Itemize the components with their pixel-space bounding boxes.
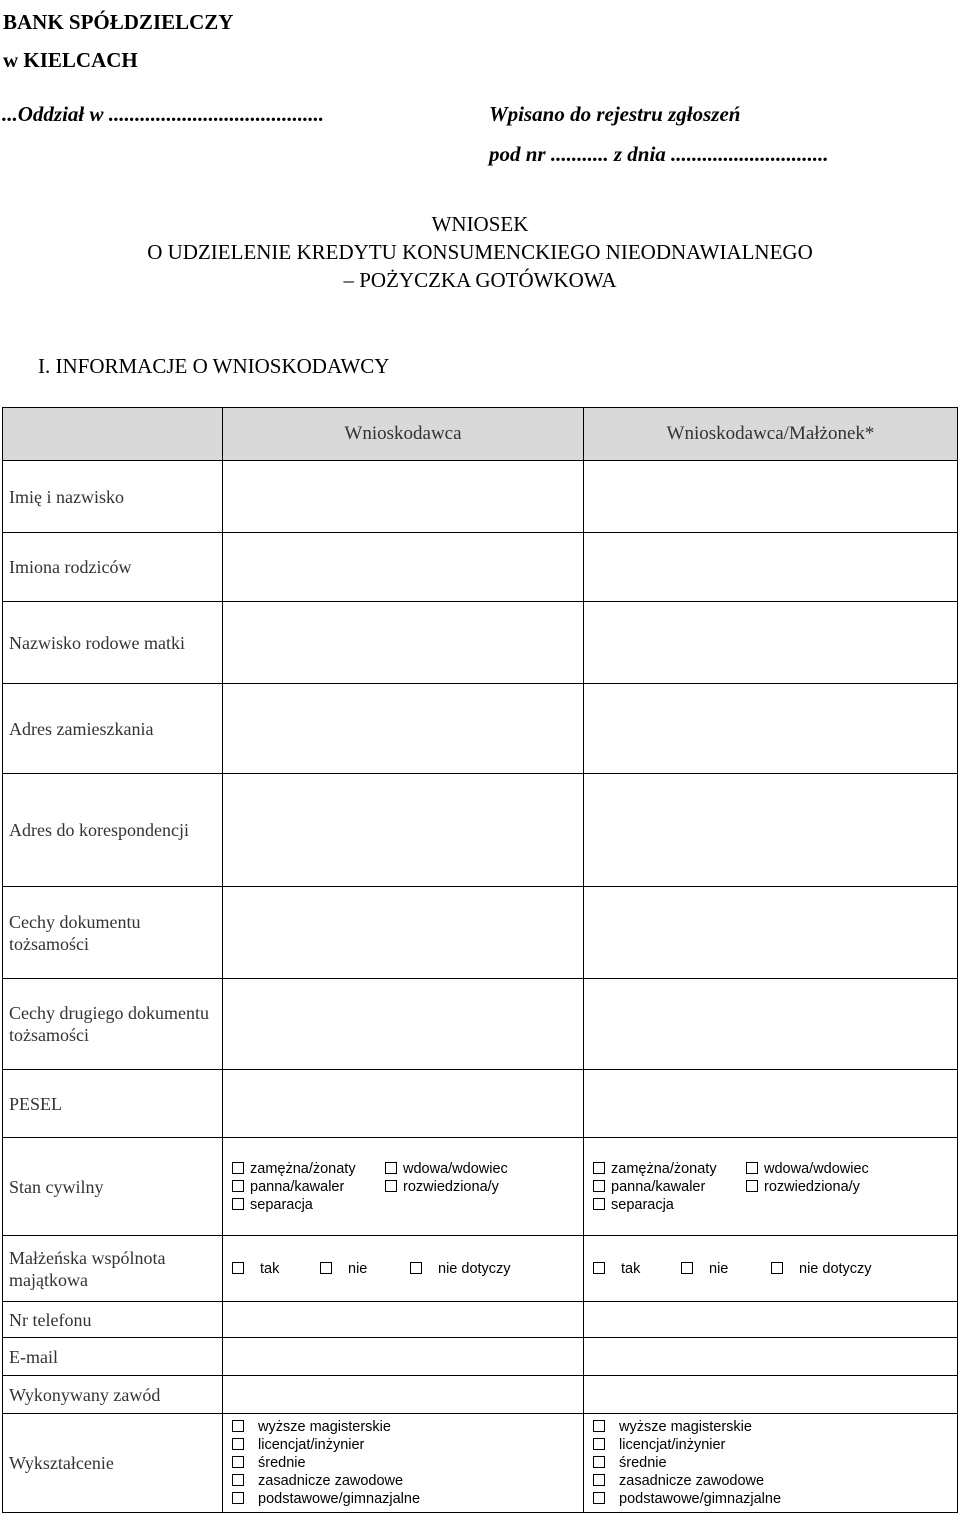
- checkbox-icon[interactable]: [593, 1474, 605, 1486]
- spouse-mother-maiden-field[interactable]: [584, 602, 958, 684]
- form-subtitle-2: – POŻYCZKA GOTÓWKOWA: [343, 268, 617, 292]
- checkbox-icon[interactable]: [593, 1162, 605, 1174]
- checkbox-option[interactable]: nie: [681, 1260, 771, 1278]
- spouse-community-options: [584, 1236, 958, 1302]
- form-title: WNIOSEK: [431, 212, 529, 236]
- branch-field: ...Oddział w .........................................: [2, 102, 325, 126]
- row-label-pesel: PESEL: [3, 1070, 223, 1138]
- table-row: [3, 887, 958, 979]
- register-note: Wpisano do rejestru zgłoszeń: [489, 102, 741, 126]
- spouse-phone-field[interactable]: [584, 1302, 958, 1338]
- spouse-correspondence-field[interactable]: [584, 774, 958, 887]
- row-label-second-id-doc: Cechy drugiego dokumentu tożsamości: [3, 979, 223, 1070]
- checkbox-icon[interactable]: [232, 1492, 244, 1504]
- checkbox-option[interactable]: nie dotyczy: [771, 1260, 872, 1278]
- checkbox-icon[interactable]: [385, 1180, 397, 1192]
- checkbox-icon[interactable]: [746, 1180, 758, 1192]
- table-row: [3, 774, 958, 887]
- table-row: [3, 602, 958, 684]
- checkbox-icon[interactable]: [593, 1420, 605, 1432]
- table-row: [3, 684, 958, 774]
- checkbox-icon[interactable]: [593, 1262, 605, 1274]
- bank-name-line2: w KIELCACH: [3, 48, 138, 72]
- checkbox-icon[interactable]: [593, 1456, 605, 1468]
- checkbox-icon[interactable]: [593, 1180, 605, 1192]
- applicant-id-doc-field[interactable]: [223, 887, 584, 979]
- section-title: I. INFORMACJE O WNIOSKODAWCY: [38, 354, 390, 378]
- checkbox-option[interactable]: zamężna/żonaty: [593, 1160, 746, 1178]
- col-header-spouse: Wnioskodawca/Małżonek*: [584, 408, 958, 461]
- table-row: [3, 533, 958, 602]
- checkbox-icon[interactable]: [232, 1198, 244, 1210]
- checkbox-option[interactable]: tak: [232, 1260, 320, 1278]
- spouse-name-field[interactable]: [584, 461, 958, 533]
- table-row: [3, 1138, 958, 1236]
- row-label-id-doc: Cechy dokumentu tożsamości: [3, 887, 223, 979]
- checkbox-option[interactable]: zamężna/żonaty: [232, 1160, 385, 1178]
- checkbox-icon[interactable]: [410, 1262, 422, 1274]
- applicant-mother-maiden-field[interactable]: [223, 602, 584, 684]
- table-row: [3, 1302, 958, 1338]
- spouse-marital-options: [584, 1138, 958, 1236]
- applicant-community-options: [223, 1236, 584, 1302]
- checkbox-icon[interactable]: [593, 1492, 605, 1504]
- form-subtitle: O UDZIELENIE KREDYTU KONSUMENCKIEGO NIEODNAWIALNEGO: [147, 240, 813, 264]
- spouse-education-options: [584, 1414, 958, 1513]
- spouse-address-field[interactable]: [584, 684, 958, 774]
- row-label-marital: Stan cywilny: [3, 1138, 223, 1236]
- checkbox-icon[interactable]: [593, 1198, 605, 1210]
- table-row: [3, 1338, 958, 1376]
- table-row: [3, 1376, 958, 1414]
- row-label-address: Adres zamieszkania: [3, 684, 223, 774]
- checkbox-option[interactable]: panna/kawaler: [593, 1178, 746, 1196]
- col-header-applicant: Wnioskodawca: [223, 408, 584, 461]
- checkbox-option[interactable]: licencjat/inżynier: [593, 1436, 957, 1454]
- applicant-second-id-field[interactable]: [223, 979, 584, 1070]
- table-row: [3, 461, 958, 533]
- applicant-marital-options: [223, 1138, 584, 1236]
- checkbox-icon[interactable]: [232, 1420, 244, 1432]
- table-row: [3, 1414, 958, 1513]
- row-label-community: Małżeńska wspólnota majątkowa: [3, 1236, 223, 1302]
- checkbox-option[interactable]: średnie: [232, 1454, 583, 1472]
- table-row: [3, 1236, 958, 1302]
- applicant-address-field[interactable]: [223, 684, 584, 774]
- applicant-pesel-field[interactable]: [223, 1070, 584, 1138]
- spouse-second-id-field[interactable]: [584, 979, 958, 1070]
- checkbox-option[interactable]: wyższe magisterskie: [593, 1418, 957, 1436]
- checkbox-icon[interactable]: [232, 1180, 244, 1192]
- checkbox-option[interactable]: podstawowe/gimnazjalne: [593, 1490, 957, 1508]
- checkbox-option[interactable]: wdowa/wdowiec: [746, 1160, 896, 1178]
- checkbox-icon[interactable]: [320, 1262, 332, 1274]
- spouse-pesel-field[interactable]: [584, 1070, 958, 1138]
- table-corner: [3, 408, 223, 461]
- spouse-id-doc-field[interactable]: [584, 887, 958, 979]
- row-label-occupation: Wykonywany zawód: [3, 1376, 223, 1414]
- checkbox-icon[interactable]: [232, 1438, 244, 1450]
- checkbox-icon[interactable]: [232, 1456, 244, 1468]
- applicant-parents-field[interactable]: [223, 533, 584, 602]
- checkbox-option[interactable]: zasadnicze zawodowe: [232, 1472, 583, 1490]
- spouse-occupation-field[interactable]: [584, 1376, 958, 1414]
- checkbox-option[interactable]: rozwiedziona/y: [746, 1178, 896, 1196]
- checkbox-option[interactable]: panna/kawaler: [232, 1178, 385, 1196]
- applicant-name-field[interactable]: [223, 461, 584, 533]
- checkbox-icon[interactable]: [385, 1162, 397, 1174]
- register-number-date: pod nr ........... z dnia ..............................: [489, 142, 829, 166]
- table-header-row: [3, 408, 958, 461]
- table-row: [3, 1070, 958, 1138]
- checkbox-icon[interactable]: [746, 1162, 758, 1174]
- checkbox-option[interactable]: zasadnicze zawodowe: [593, 1472, 957, 1490]
- checkbox-icon[interactable]: [232, 1474, 244, 1486]
- applicant-table: [2, 407, 958, 1513]
- checkbox-icon[interactable]: [232, 1162, 244, 1174]
- checkbox-option[interactable]: wdowa/wdowiec: [385, 1160, 535, 1178]
- checkbox-option[interactable]: średnie: [593, 1454, 957, 1472]
- row-label-phone: Nr telefonu: [3, 1302, 223, 1338]
- row-label-education: Wykształcenie: [3, 1414, 223, 1513]
- applicant-education-options: [223, 1414, 584, 1513]
- checkbox-icon[interactable]: [771, 1262, 783, 1274]
- spouse-parents-field[interactable]: [584, 533, 958, 602]
- bank-name: [3, 3, 233, 79]
- checkbox-option[interactable]: separacja: [593, 1196, 746, 1214]
- checkbox-option[interactable]: licencjat/inżynier: [232, 1436, 583, 1454]
- applicant-email-field[interactable]: [223, 1338, 584, 1376]
- checkbox-option[interactable]: rozwiedziona/y: [385, 1178, 535, 1196]
- checkbox-option[interactable]: tak: [593, 1260, 681, 1278]
- row-label-name: Imię i nazwisko: [3, 461, 223, 533]
- spouse-email-field[interactable]: [584, 1338, 958, 1376]
- checkbox-icon[interactable]: [593, 1438, 605, 1450]
- row-label-correspondence: Adres do korespondencji: [3, 774, 223, 887]
- applicant-phone-field[interactable]: [223, 1302, 584, 1338]
- checkbox-icon[interactable]: [232, 1262, 244, 1274]
- checkbox-option[interactable]: podstawowe/gimnazjalne: [232, 1490, 583, 1508]
- row-label-parents: Imiona rodziców: [3, 533, 223, 602]
- row-label-mother-maiden: Nazwisko rodowe matki: [3, 602, 223, 684]
- applicant-occupation-field[interactable]: [223, 1376, 584, 1414]
- checkbox-icon[interactable]: [681, 1262, 693, 1274]
- row-label-email: E-mail: [3, 1338, 223, 1376]
- checkbox-option[interactable]: separacja: [232, 1196, 385, 1214]
- applicant-correspondence-field[interactable]: [223, 774, 584, 887]
- checkbox-option[interactable]: nie dotyczy: [410, 1260, 511, 1278]
- table-row: [3, 979, 958, 1070]
- checkbox-option[interactable]: nie: [320, 1260, 410, 1278]
- bank-name-line1: BANK SPÓŁDZIELCZY: [3, 10, 234, 34]
- checkbox-option[interactable]: wyższe magisterskie: [232, 1418, 583, 1436]
